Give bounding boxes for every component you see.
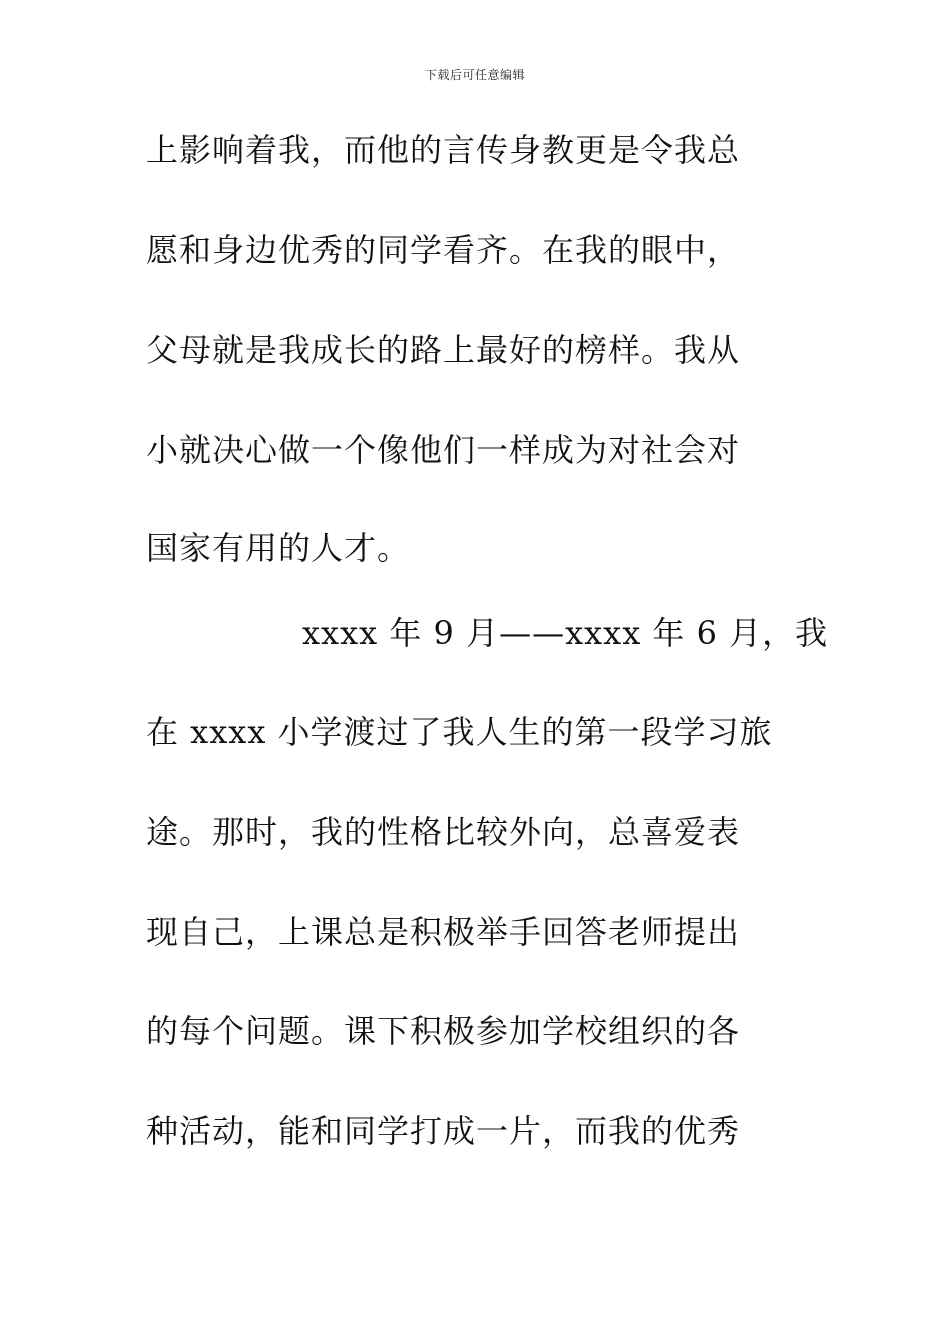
page-header-note: 下载后可任意编辑 (424, 68, 525, 82)
body-line-4: 小就决心做一个像他们一样成为对社会对 (146, 431, 741, 469)
body-line-6: xxxx 年 9 月——xxxx 年 6 月，我 (302, 614, 829, 652)
body-line-10: 的每个问题。课下积极参加学校组织的各 (146, 1012, 741, 1050)
body-line-9: 现自己，上课总是积极举手回答老师提出 (146, 913, 741, 951)
body-line-11: 种活动，能和同学打成一片，而我的优秀 (146, 1112, 741, 1150)
body-line-7: 在 xxxx 小学渡过了我人生的第一段学习旅 (146, 713, 773, 751)
body-line-5: 国家有用的人才。 (146, 529, 411, 567)
body-line-1: 上影响着我，而他的言传身教更是令我总 (146, 131, 741, 169)
body-line-3: 父母就是我成长的路上最好的榜样。我从 (146, 331, 741, 369)
body-line-8: 途。那时，我的性格比较外向，总喜爱表 (146, 813, 741, 851)
body-line-2: 愿和身边优秀的同学看齐。在我的眼中， (146, 231, 741, 269)
